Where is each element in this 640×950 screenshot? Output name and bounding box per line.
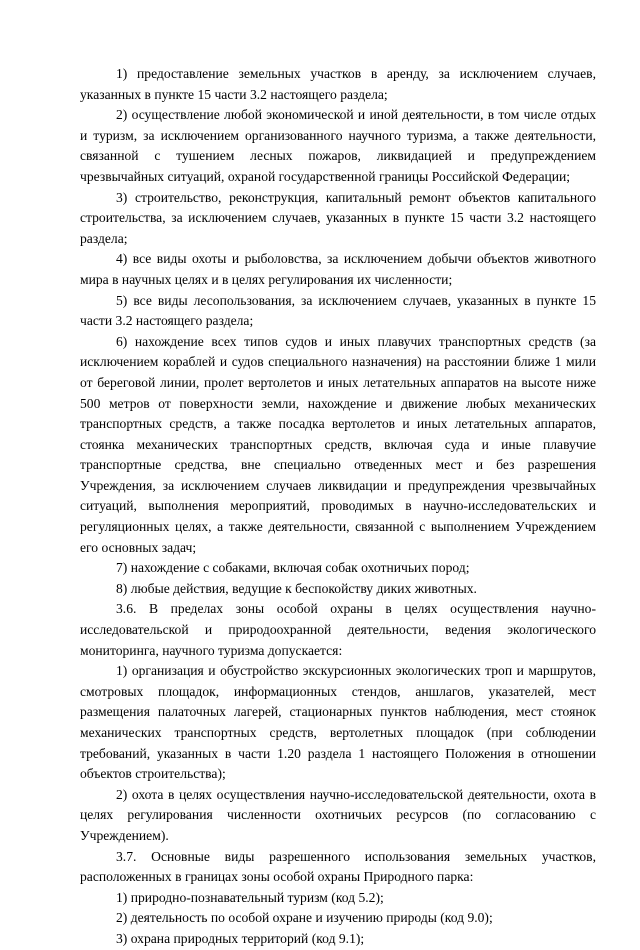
paragraph-3-7-item-2: 2) деятельность по особой охране и изучению природы (код 9.0); <box>116 910 493 926</box>
paragraph-item-1: 1) предоставление земельных участков в аренду, за исключением случаев, указанных в пункте 15 части 3.2 настоящего раздела; <box>80 66 596 102</box>
paragraph-item-3: 3) строительство, реконструкция, капитальный ремонт объектов капитального строительства, за исключением случаев, указанных в пункте 15 части 3.2 настоящего раздела; <box>80 189 596 246</box>
paragraph-3-6-item-1: 1) организация и обустройство экскурсионных экологических троп и маршрутов, смотровых площадок, информационных стендов, аншлагов, указателей, мест размещения палаточных лагерей, стационарных пунктов наблюдения, мест стоянок механических транспортных средств, вертолетных площадок (при соблюдении требований, указанных в части 1.20 раздела 1 настоящего Положения в отношении объектов строительства); <box>80 663 596 782</box>
paragraph-item-5: 5) все виды лесопользования, за исключением случаев, указанных в пункте 15 части 3.2 настоящего раздела; <box>80 292 596 329</box>
paragraph-3-7-item-1: 1) природно-познавательный туризм (код 5.2); <box>116 889 384 905</box>
paragraph-item-7: 7) нахождение с собаками, включая собак охотничьих пород; <box>116 560 470 576</box>
document-body <box>80 64 596 950</box>
section-3-6-intro: 3.6. В пределах зоны особой охраны в целях осуществления научно-исследовательской и природоохранной деятельности, ведения экологического мониторинга, научного туризма допускается: <box>80 601 596 658</box>
paragraph-item-4: 4) все виды охоты и рыболовства, за исключением добычи объектов животного мира в научных целях и в целях регулирования их численности; <box>80 251 596 287</box>
paragraph-item-2: 2) осуществление любой экономической и иной деятельности, в том числе отдых и туризм, за исключением организованного научного туризма, а также деятельности, связанной с тушением лесных пожаров, ликвидацией и предупреждением чрезвычайных ситуаций, охраной государственной границы Российской Федерации; <box>80 107 596 184</box>
paragraph-3-6-item-2: 2) охота в целях осуществления научно-исследовательской деятельности, охота в целях регулирования численности охотничьих ресурсов (по согласованию с Учреждением). <box>80 786 596 843</box>
paragraph-item-6: 6) нахождение всех типов судов и иных плавучих транспортных средств (за исключением кораблей и судов специального назначения) на расстоянии ближе 1 мили от береговой линии, пролет вертолетов и иных летательных аппаратов на высоте ниже 500 метров от поверхности земли, нахождение и движение любых механических транспортных средств, а также посадка вертолетов и иных летательных аппаратов, стоянка механических транспортных средств, включая суда и иные плавучие транспортные средства, вне специально отведенных мест и без разрешения Учреждения, за исключением случаев ликвидации и предупреждения чрезвычайных ситуаций, выполнения мероприятий, проводимых в научно-исследовательских и регуляционных целях, а также деятельности, связанной с выполнением Учреждением его основных задач; <box>80 333 596 555</box>
section-3-7-intro: 3.7. Основные виды разрешенного использования земельных участков, расположенных в границах зоны особой охраны Природного парка: <box>80 848 596 885</box>
paragraph-item-8: 8) любые действия, ведущие к беспокойству диких животных. <box>116 580 477 596</box>
paragraph-3-7-item-3: 3) охрана природных территорий (код 9.1); <box>116 930 365 946</box>
